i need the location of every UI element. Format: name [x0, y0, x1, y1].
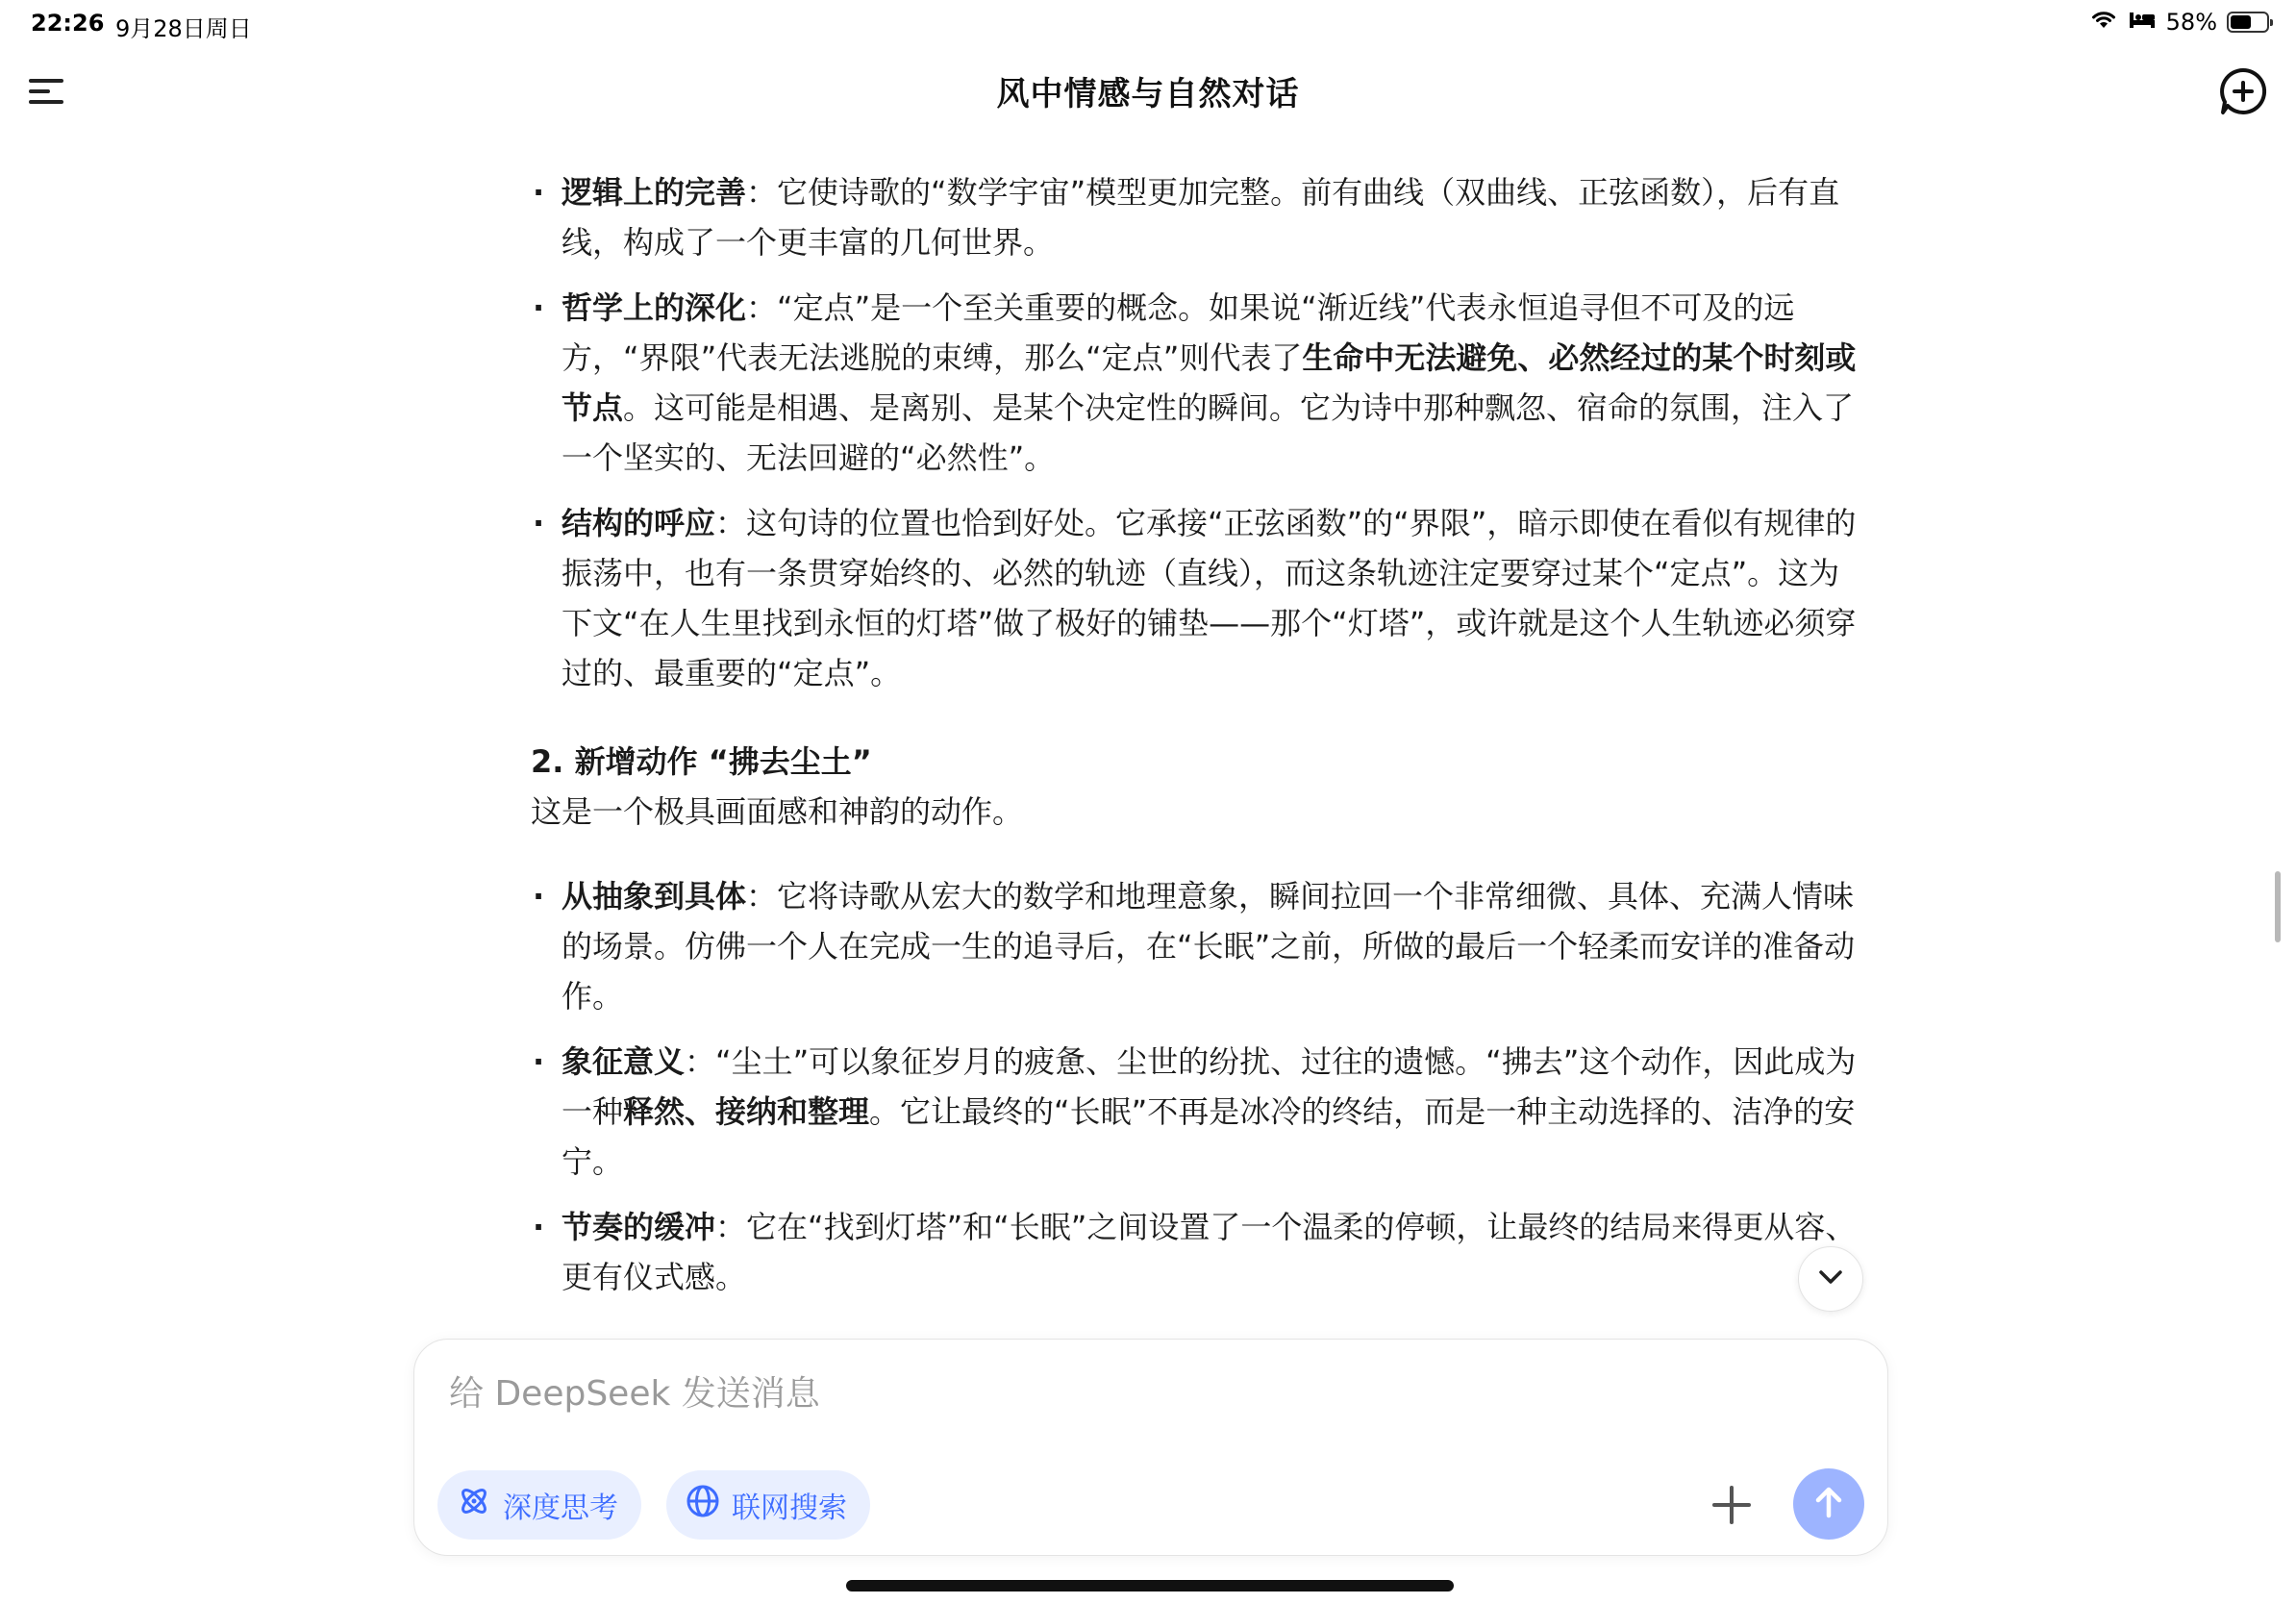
bullet-list-2: [531, 871, 1858, 1302]
message-content: [531, 106, 1858, 1327]
web-search-label: 联网搜索: [732, 1491, 847, 1525]
list-item: [531, 871, 1858, 1021]
bed-icon: [2128, 9, 2157, 36]
wifi-icon: [2089, 8, 2118, 37]
chat-header: [0, 58, 2296, 127]
scroll-to-bottom-button[interactable]: [1798, 1246, 1863, 1312]
list-item: [531, 1202, 1858, 1302]
status-indicators: [2089, 8, 2269, 37]
section-heading: 2. 新增动作 “拂去尘土”: [531, 743, 872, 780]
message-composer: [413, 1339, 1888, 1556]
battery-level: [2231, 15, 2251, 29]
list-item-text: ：这句诗的位置也恰到好处。它承接“正弦函数”的“界限”，暗示即使在看似有规律的振荡中，也有一条贯穿始终的、必然的轨迹（直线），而这条轨迹注定要穿过某个“定点”。这为下文“在人生里找到永恒的灯塔”做了极好的铺垫——那个“灯塔”，或许就是这个人生轨迹必须穿过的、最重要的“定点”。: [562, 505, 1857, 691]
list-item-heading: 哲学上的深化: [562, 289, 747, 326]
battery-icon: [2227, 12, 2269, 33]
attach-plus-icon[interactable]: [1707, 1480, 1757, 1530]
list-item: [531, 283, 1858, 483]
list-item-heading: 节奏的缓冲: [562, 1209, 716, 1245]
list-item-text: ：“尘土”可以象征岁月的疲惫、尘世的纷扰、过往的遗憾。“拂去”这个动作，因此成为一种: [562, 1043, 1857, 1130]
deep-think-toggle[interactable]: [437, 1470, 641, 1540]
list-item-text: 。它让最终的“长眠”不再是冰冷的终结，而是一种主动选择的、洁净的安宁。: [562, 1093, 1856, 1180]
list-item-emphasis: 生命中无法避免、必然经过的某个时刻或节点: [562, 339, 1857, 426]
scrollbar-thumb[interactable]: [2275, 871, 2281, 942]
globe-icon: [686, 1484, 720, 1526]
atom-icon: [457, 1484, 491, 1526]
web-search-toggle[interactable]: [666, 1470, 870, 1540]
send-button[interactable]: [1793, 1468, 1864, 1540]
list-item: [531, 1037, 1858, 1187]
list-item-heading: 象征意义: [562, 1043, 686, 1080]
message-input[interactable]: [449, 1368, 1699, 1418]
bullet-list-1: [531, 167, 1858, 698]
list-item-heading: 结构的呼应: [562, 505, 716, 541]
new-chat-icon[interactable]: [2217, 65, 2269, 117]
home-indicator: [846, 1580, 1454, 1591]
list-item-text: ：它在“找到灯塔”和“长眠”之间设置了一个温柔的停顿，让最终的结局来得更从容、更有仪式感。: [562, 1209, 1857, 1295]
status-time: 22:26: [31, 10, 105, 37]
status-date: 9月28日周日: [115, 15, 252, 42]
list-item-text: ：“定点”是一个至关重要的概念。如果说“渐近线”代表永恒追寻但不可及的远方，“界限”代表无法逃脱的束缚，那么“定点”则代表了: [562, 289, 1795, 376]
list-item-heading: 逻辑上的完善: [562, 174, 747, 211]
arrow-up-icon: [1809, 1483, 1848, 1525]
list-item: [531, 498, 1858, 698]
chevron-down-icon: [1816, 1267, 1845, 1291]
list-item-emphasis: 释然、接纳和整理: [623, 1093, 870, 1130]
list-item-text: ：它将诗歌从宏大的数学和地理意象，瞬间拉回一个非常细微、具体、充满人情味的场景。仿佛一个人在完成一生的追寻后，在“长眠”之前，所做的最后一个轻柔而安详的准备动作。: [562, 878, 1856, 1015]
battery-percent: 58%: [2165, 9, 2217, 36]
section-intro: 这是一个极具画面感和神韵的动作。: [531, 793, 1024, 830]
chat-title: 风中情感与自然对话: [996, 75, 1300, 113]
list-item-text: 。这可能是相遇、是离别、是某个决定性的瞬间。它为诗中那种飘忽、宿命的氛围，注入了一个坚实的、无法回避的“必然性”。: [562, 389, 1855, 476]
list-item-text: ：它使诗歌的“数学宇宙”模型更加完整。前有曲线（双曲线、正弦函数），后有直线，构成了一个更丰富的几何世界。: [562, 174, 1840, 261]
list-item-heading: 从抽象到具体: [562, 878, 747, 915]
deep-think-label: 深度思考: [503, 1491, 618, 1525]
status-bar: [0, 0, 2296, 46]
list-item: [531, 167, 1858, 267]
